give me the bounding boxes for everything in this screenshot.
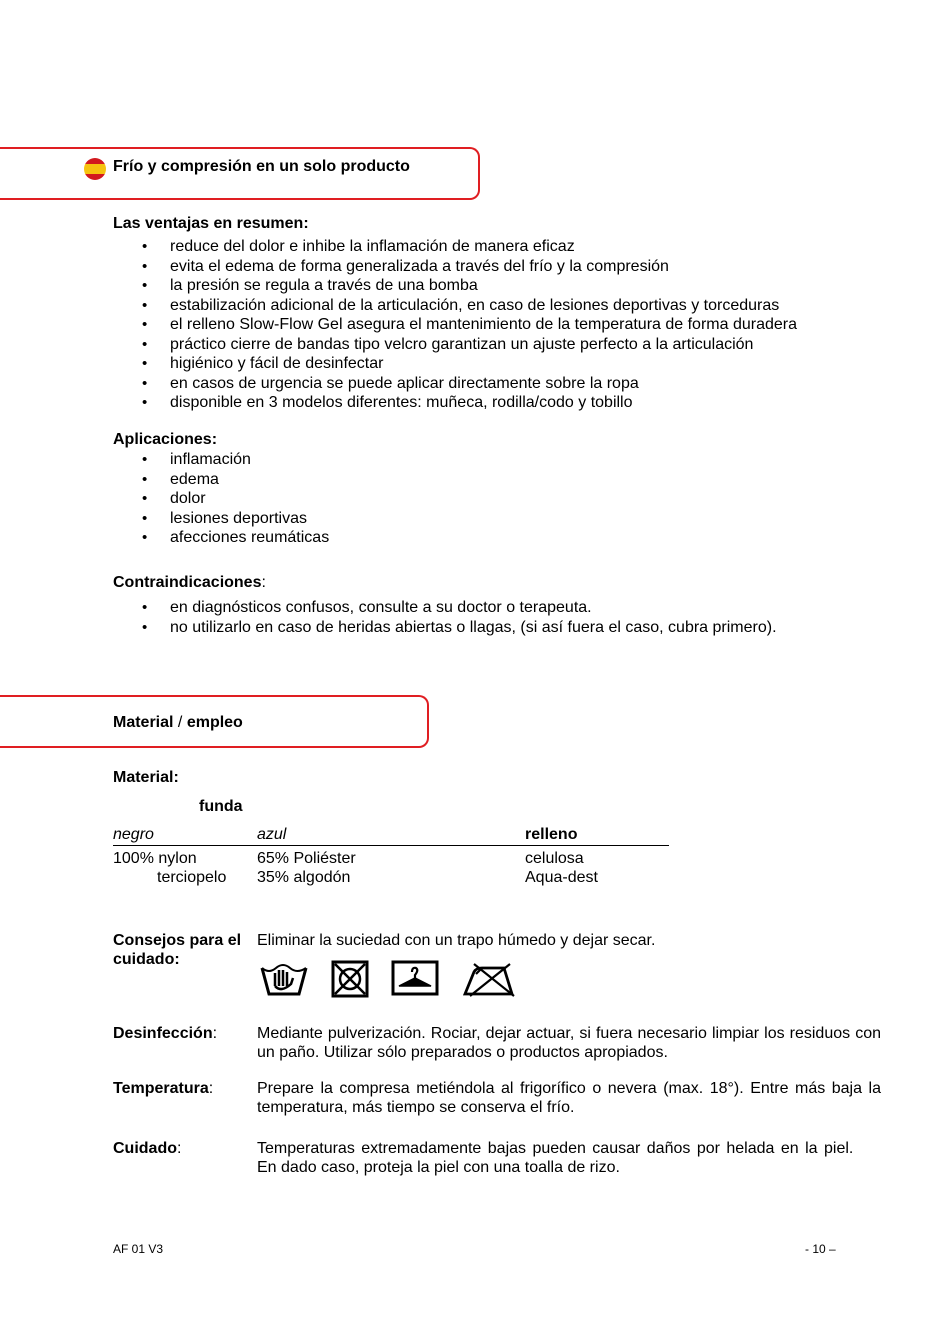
cuidado-line: Temperaturas extremadamente bajas pueden causar daños por helada en la piel. <box>257 1140 854 1157</box>
table-cell: 35% algodón <box>257 869 351 886</box>
cuidado-label <box>113 1140 181 1158</box>
col-header-negro: negro <box>113 826 154 843</box>
table-cell: Aqua-dest <box>525 869 598 886</box>
list-item: • evita el edema de forma generalizada a través del frío y la compresión <box>113 257 797 277</box>
temperatura-label <box>113 1080 213 1098</box>
list-item: • la presión se regula a través de una bomba <box>113 276 797 296</box>
section-title-part: empleo <box>186 714 243 731</box>
list-item: • práctico cierre de bandas tipo velcro garantizan un ajuste perfecto a la articulación <box>113 335 797 355</box>
cuidado-line: En dado caso, proteja la piel con una toalla de rizo. <box>257 1158 620 1176</box>
label-text: Cuidado <box>113 1140 177 1157</box>
consejos-text: Eliminar la suciedad con un trapo húmedo y dejar secar. <box>257 932 656 949</box>
contraindicaciones-heading <box>113 574 266 592</box>
table-cell: terciopelo <box>157 869 227 886</box>
section-title <box>113 714 243 732</box>
consejos-label <box>113 932 241 969</box>
colon: : <box>177 1140 182 1157</box>
section-title-sep: / <box>173 714 187 731</box>
do-not-tumble-dry-icon <box>331 960 369 998</box>
section-title-part: Material <box>113 714 174 731</box>
aplicaciones-heading: Aplicaciones: <box>113 431 218 448</box>
list-item: • el relleno Slow-Flow Gel asegura el mantenimiento de la temperatura de forma duradera <box>113 315 797 335</box>
aplicaciones-list <box>113 450 329 548</box>
list-item: • disponible en 3 modelos diferentes: muñeca, rodilla/codo y tobillo <box>113 393 797 413</box>
label-text: Desinfección <box>113 1025 213 1042</box>
consejos-label-line: Consejos para el <box>113 932 242 949</box>
list-item: • lesiones deportivas <box>113 509 329 529</box>
ventajas-heading: Las ventajas en resumen: <box>113 215 309 232</box>
table-cell: 65% Poliéster <box>257 850 356 867</box>
list-item: • higiénico y fácil de desinfectar <box>113 354 797 374</box>
list-item: • en diagnósticos confusos, consulte a su doctor o terapeuta. <box>113 598 777 618</box>
table-cell: 100% nylon <box>113 850 197 867</box>
desinfeccion-label <box>113 1025 217 1043</box>
hang-dry-icon <box>391 960 439 996</box>
colon: : <box>212 1025 218 1042</box>
col-header-relleno: relleno <box>525 826 578 843</box>
list-item: • edema <box>113 470 329 490</box>
spain-flag-icon <box>84 158 106 180</box>
list-item: • en casos de urgencia se puede aplicar directamente sobre la ropa <box>113 374 797 394</box>
desinfeccion-text: Mediante pulverización. Rociar, dejar actuar, si fuera necesario limpiar los residuos con un paño. Utilizar sólo preparados o productos apropiados. <box>257 1025 881 1061</box>
table-rule <box>113 845 669 846</box>
do-not-iron-icon <box>462 962 516 998</box>
cuidado-text <box>257 1140 881 1177</box>
contraindicaciones-label: Contraindicaciones <box>113 574 262 591</box>
list-item: • reduce del dolor e inhibe la inflamación de manera eficaz <box>113 237 797 257</box>
section-title: Frío y compresión en un solo producto <box>113 158 410 175</box>
col-header-azul: azul <box>257 826 287 843</box>
label-text: Temperatura <box>113 1080 209 1097</box>
footer-doc-id: AF 01 V3 <box>113 1242 164 1256</box>
contraindicaciones-list <box>113 598 777 637</box>
temperatura-text: Prepare la compresa metiéndola al frigorífico o nevera (max. 18°). Entre más baja la temperatura, más tiempo se conserva el frío. <box>257 1080 881 1116</box>
list-item: • no utilizarlo en caso de heridas abiertas o llagas, (si así fuera el caso, cubra primero). <box>113 618 777 638</box>
list-item: • inflamación <box>113 450 329 470</box>
list-item: • afecciones reumáticas <box>113 528 329 548</box>
list-item: • estabilización adicional de la articulación, en caso de lesiones deportivas y torceduras <box>113 296 797 316</box>
table-cell: celulosa <box>525 850 584 867</box>
consejos-label-line: cuidado: <box>113 950 180 968</box>
funda-label: funda <box>199 798 243 815</box>
hand-wash-icon <box>259 960 309 998</box>
ventajas-list <box>113 237 797 413</box>
page-number: - 10 – <box>805 1242 836 1256</box>
list-item: • dolor <box>113 489 329 509</box>
colon: : <box>208 1080 214 1097</box>
colon: : <box>261 574 266 591</box>
material-heading: Material: <box>113 769 179 786</box>
